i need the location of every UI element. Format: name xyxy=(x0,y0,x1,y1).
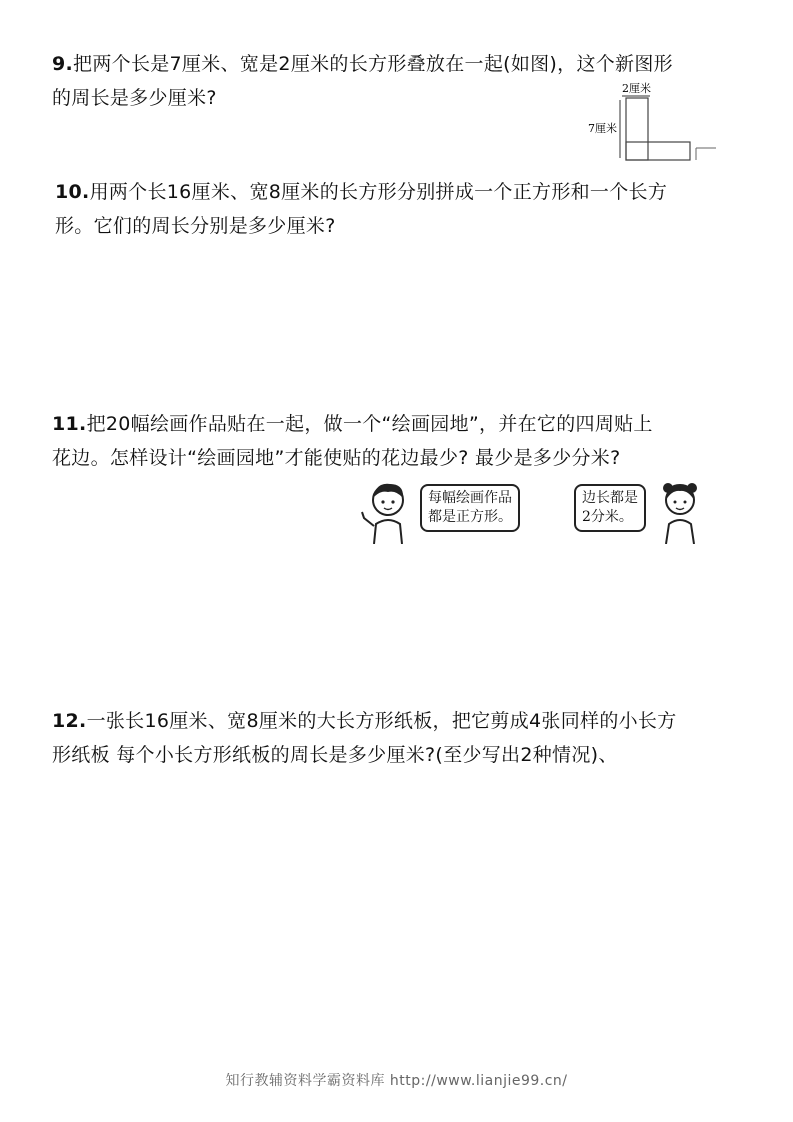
q9-width-label: 2厘米 xyxy=(622,82,651,95)
q11-text-1: 把20幅绘画作品贴在一起，做一个“绘画园地”，并在它的四周贴上 xyxy=(86,413,653,435)
q10-line-2: 形。它们的周长分别是多少厘米? xyxy=(55,215,336,237)
boy-illustration xyxy=(360,478,420,544)
q11-dialogue-illustration xyxy=(360,478,700,544)
q9-rectangles-figure xyxy=(586,80,726,170)
q12-number: 12. xyxy=(52,710,87,732)
girl-speech-bubble xyxy=(574,484,646,532)
q12-text-1: 一张长16厘米、宽8厘米的大长方形纸板，把它剪成4张同样的小长方 xyxy=(86,710,677,732)
q9-number: 9. xyxy=(52,53,74,75)
q9-text-1: 把两个长是7厘米、宽是2厘米的长方形叠放在一起(如图)，这个新图形 xyxy=(73,53,673,75)
q10-text-1: 用两个长16厘米、宽8厘米的长方形分别拼成一个正方形和一个长方 xyxy=(89,181,668,203)
question-12 xyxy=(52,704,752,772)
q12-line-2: 形纸板 每个小长方形纸板的周长是多少厘米?(至少写出2种情况)、 xyxy=(52,744,618,766)
girl-bubble-line-2: 2分米。 xyxy=(582,509,633,525)
question-11 xyxy=(52,407,752,475)
page-footer: 知行教辅资料学霸资料库 http://www.lianjie99.cn/ xyxy=(225,1073,568,1089)
q10-line-1 xyxy=(55,175,755,209)
girl-bubble-line-1: 边长都是 xyxy=(582,490,638,506)
q11-line-2: 花边。怎样设计“绘画园地”才能使贴的花边最少? 最少是多少分米? xyxy=(52,447,621,469)
q12-line-1 xyxy=(52,704,752,738)
girl-illustration xyxy=(660,478,700,544)
q10-number: 10. xyxy=(55,181,90,203)
boy-bubble-line-1: 每幅绘画作品 xyxy=(428,490,512,506)
boy-speech-bubble xyxy=(420,484,520,532)
boy-bubble-line-2: 都是正方形。 xyxy=(428,509,512,525)
q9-vertical-rectangle xyxy=(626,98,648,160)
q11-number: 11. xyxy=(52,413,87,435)
q11-line-1 xyxy=(52,407,752,441)
question-10 xyxy=(55,175,755,243)
q9-line-1 xyxy=(52,47,752,81)
q9-line-2: 的周长是多少厘米? xyxy=(52,87,217,109)
q9-length-label: 7厘米 xyxy=(588,122,617,135)
